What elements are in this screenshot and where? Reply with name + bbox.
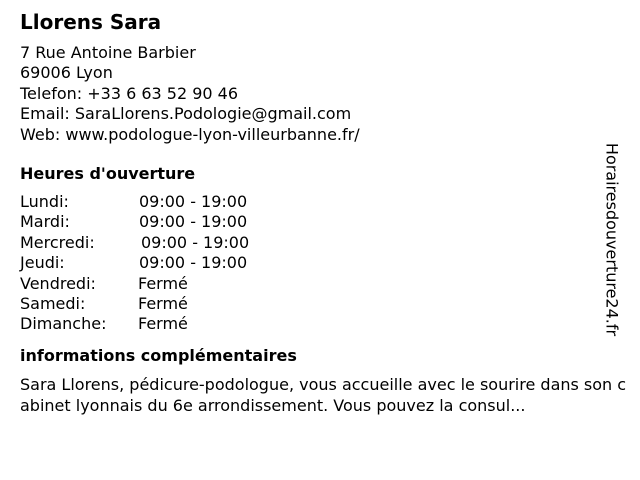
hours-time: Fermé xyxy=(138,314,188,334)
site-watermark: Horairesdouverture24.fr xyxy=(602,142,622,337)
additional-info-description: Sara Llorens, pédicure-podologue, vous accueille avec le sourire dans son cabinet lyonnais du 6e arrondissement. Vous pouvez la consul... xyxy=(20,374,627,415)
hours-time: Fermé xyxy=(138,294,188,314)
address-line-2: 69006 Lyon xyxy=(20,63,113,83)
opening-hours-table xyxy=(20,192,632,335)
hours-row-friday xyxy=(20,274,632,294)
hours-day: Jeudi: xyxy=(20,253,65,273)
email-address: Email: SaraLlorens.Podologie@gmail.com xyxy=(20,104,352,124)
hours-day: Dimanche: xyxy=(20,314,107,334)
hours-row-sunday xyxy=(20,314,632,334)
hours-day: Vendredi: xyxy=(20,273,96,293)
hours-time: 09:00 - 19:00 xyxy=(139,212,248,232)
hours-time: 09:00 - 19:00 xyxy=(139,253,248,273)
hours-row-tuesday xyxy=(20,212,632,232)
hours-time: 09:00 - 19:00 xyxy=(141,232,250,252)
business-card xyxy=(20,9,632,416)
hours-day: Samedi: xyxy=(20,294,86,314)
hours-row-saturday xyxy=(20,294,632,314)
website: Web: www.podologue-lyon-villeurbanne.fr/ xyxy=(20,124,360,144)
hours-time: 09:00 - 19:00 xyxy=(139,192,248,212)
additional-info-title: informations complémentaires xyxy=(20,345,297,365)
hours-row-monday xyxy=(20,192,632,212)
hours-day: Lundi: xyxy=(20,192,69,212)
phone-number: Telefon: +33 6 63 52 90 46 xyxy=(20,83,239,103)
address-line-1: 7 Rue Antoine Barbier xyxy=(20,43,196,62)
hours-row-wednesday xyxy=(20,233,632,253)
opening-hours-title: Heures d'ouverture xyxy=(20,164,196,184)
hours-day: Mercredi: xyxy=(20,232,95,252)
business-name: Llorens Sara xyxy=(20,10,162,34)
hours-row-thursday xyxy=(20,253,632,273)
hours-day: Mardi: xyxy=(20,212,70,232)
hours-time: Fermé xyxy=(138,273,188,293)
